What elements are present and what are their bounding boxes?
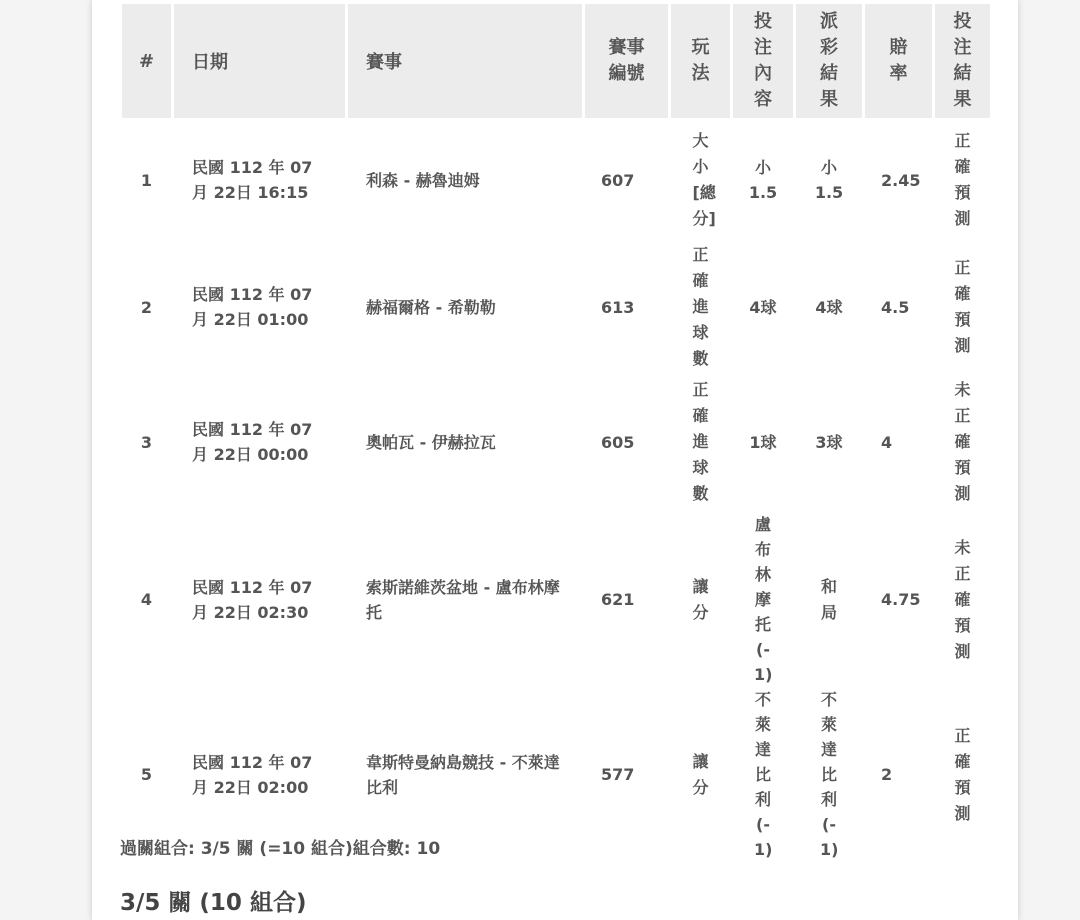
row-match-no: 577	[601, 765, 635, 784]
combination-summary: 過關組合: 3/5 關 (=10 組合)組合數: 10	[120, 839, 441, 859]
row-bet-result: 未正確預測	[954, 380, 971, 503]
row-index: 2	[140, 297, 153, 317]
header-index: #	[122, 4, 171, 118]
row-odds: 4.5	[881, 297, 910, 317]
row-play: 正確進球數	[692, 245, 709, 368]
row-odds: 2	[881, 765, 893, 784]
header-payout-result: 派彩結果	[796, 4, 862, 118]
row-odds: 4.75	[881, 590, 921, 609]
row-bet-result: 正確預測	[954, 725, 971, 823]
row-play: 正確進球數	[692, 380, 709, 503]
row-bet-result: 正確預測	[954, 258, 971, 355]
row-match-no: 621	[601, 590, 635, 609]
row-play: 讓分	[692, 751, 709, 797]
row-index: 1	[140, 170, 153, 190]
header-play: 玩法	[671, 4, 730, 118]
row-match: 利森 - 赫魯迪姆	[366, 170, 480, 190]
row-payout-result: 和局	[821, 576, 838, 622]
row-date: 民國 112 年 07月 22日 01:00	[192, 285, 313, 329]
row-bet-content: 小 1.5	[748, 158, 778, 202]
row-index: 4	[140, 590, 153, 609]
row-match-no: 607	[601, 170, 635, 190]
row-match: 奧帕瓦 - 伊赫拉瓦	[366, 432, 496, 452]
row-bet-result: 未正確預測	[954, 537, 971, 661]
row-payout-result: 小 1.5	[814, 158, 844, 202]
header-match-no: 賽事編號	[585, 4, 668, 118]
header-match: 賽事	[348, 4, 582, 118]
table-header-row	[122, 4, 990, 118]
table-row	[122, 512, 990, 687]
row-match: 赫福爾格 - 希勒勒	[366, 297, 496, 317]
row-match: 索斯諾維茨盆地 - 盧布林摩托	[366, 577, 560, 622]
table-row	[122, 372, 990, 512]
row-bet-content: 盧布林摩托(-1)	[754, 515, 773, 684]
row-bet-content: 4球	[749, 297, 777, 317]
table-row	[122, 118, 990, 242]
row-match-no: 613	[601, 297, 635, 317]
header-bet-content: 投注內容	[733, 4, 793, 118]
row-date: 民國 112 年 07月 22日 02:30	[192, 577, 313, 622]
row-date: 民國 112 年 07月 22日 16:15	[192, 158, 313, 202]
row-bet-result: 正確預測	[954, 131, 971, 228]
row-payout-result: 4球	[815, 297, 843, 317]
table-row	[122, 242, 990, 372]
row-odds: 2.45	[881, 170, 921, 190]
row-play: 讓分	[692, 576, 709, 622]
row-odds: 4	[881, 432, 893, 452]
row-date: 民國 112 年 07月 22日 00:00	[192, 420, 313, 464]
row-index: 5	[140, 765, 153, 784]
header-odds: 賠率	[865, 4, 932, 118]
section-title: 3/5 關 (10 組合)	[120, 890, 307, 916]
row-payout-result: 不萊達比利(-1)	[820, 690, 839, 859]
row-date: 民國 112 年 07月 22日 02:00	[192, 752, 313, 797]
bet-table	[119, 4, 993, 862]
row-index: 3	[140, 432, 153, 452]
row-match-no: 605	[601, 432, 635, 452]
row-payout-result: 3球	[815, 432, 843, 452]
row-play: 大小[總分]	[692, 131, 716, 228]
row-bet-content: 不萊達比利(-1)	[754, 690, 773, 859]
row-match: 韋斯特曼納島競技 - 不萊達比利	[366, 752, 560, 797]
header-bet-result: 投注結果	[935, 4, 990, 118]
row-bet-content: 1球	[749, 432, 777, 452]
header-date: 日期	[174, 4, 345, 118]
